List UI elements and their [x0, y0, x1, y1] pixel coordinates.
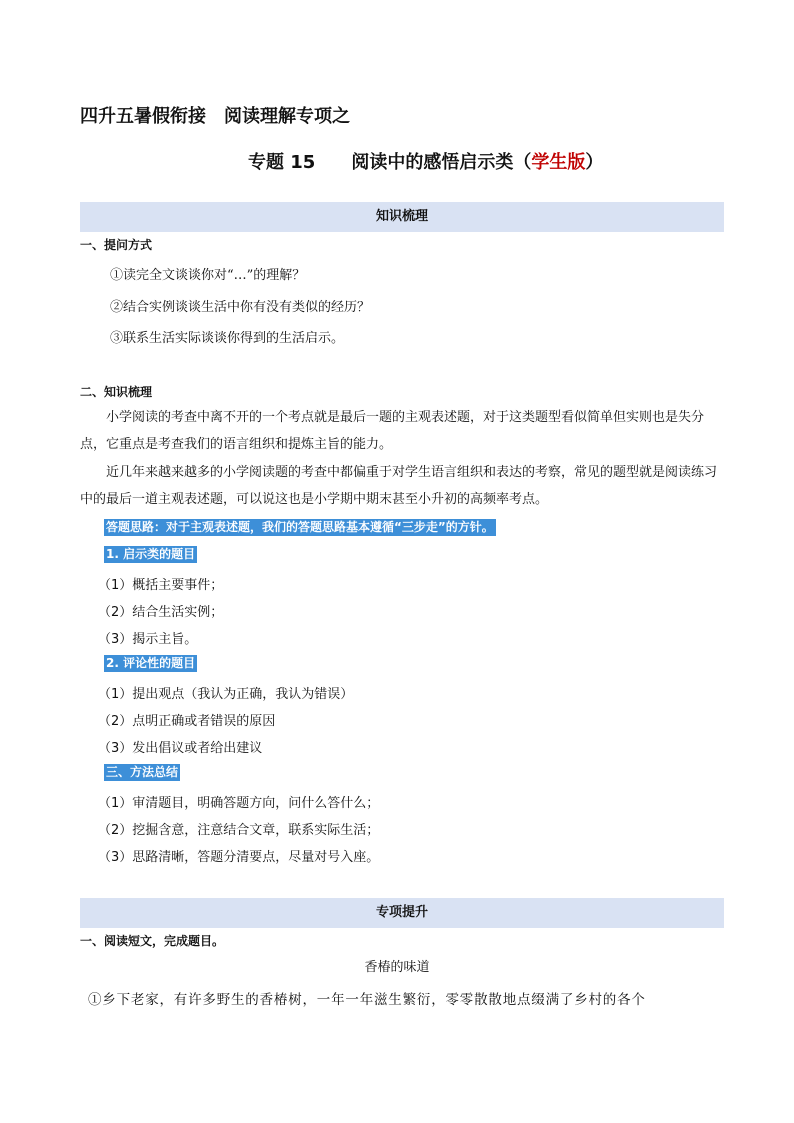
story-title: 香椿的味道: [364, 960, 430, 975]
question-item: ③联系生活实际谈谈你得到的生活启示。: [110, 331, 345, 346]
list-item: （3）发出倡议或者给出建议: [98, 741, 263, 756]
section-heading-questions: 一、提问方式: [80, 238, 153, 252]
type2-heading-highlight: 2. 评论性的题目: [106, 656, 196, 670]
topic-title-main: 专题 15 阅读中的感悟启示类（: [248, 152, 532, 173]
topic-title: [248, 148, 603, 174]
section-heading-reading: 一、阅读短文，完成题目。: [80, 934, 225, 948]
type1-heading-highlight: 1. 启示类的题目: [106, 547, 196, 561]
list-item: （3）揭示主旨。: [98, 632, 198, 647]
method-heading-highlight: 三、方法总结: [106, 765, 179, 779]
question-item: ②结合实例谈谈生活中你有没有类似的经历？: [110, 300, 371, 315]
story-paragraph: ①乡下老家，有许多野生的香椿树，一年一年滋生繁衍，零零散散地点缀满了乡村的各个: [88, 992, 646, 1008]
version-label: 学生版: [531, 152, 586, 173]
knowledge-band: 知识梳理: [80, 202, 724, 232]
list-item: （1）概括主要事件；: [98, 578, 224, 593]
list-item: （1）提出观点（我认为正确，我认为错误）: [98, 687, 354, 702]
practice-band: 专项提升: [80, 898, 724, 928]
answer-tip-highlight: 答题思路：对于主观表述题，我们的答题思路基本遵循“三步走”的方针。: [106, 520, 494, 534]
list-item: （2）挖掘含意，注意结合文章，联系实际生活；: [98, 823, 380, 838]
list-item: （2）结合生活实例；: [98, 605, 224, 620]
knowledge-paragraph: 近几年来越来越多的小学阅读题的考查中都偏重于对学生语言组织和表达的考察，常见的题型就是阅读练习中的最后一道主观表述题，可以说这也是小学期中期末甚至小升初的高频率考点。: [80, 465, 718, 507]
list-item: （1）审清题目，明确答题方向，问什么答什么；: [98, 796, 380, 811]
question-item: ①读完全文谈谈你对“…”的理解？: [110, 268, 306, 283]
knowledge-paragraph: 小学阅读的考查中离不开的一个考点就是最后一题的主观表述题，对于这类题型看似简单但实则也是失分点，它重点是考查我们的语言组织和提炼主旨的能力。: [80, 410, 705, 452]
topic-title-end: ）: [585, 152, 604, 173]
document-title: 四升五暑假衔接 阅读理解专项之: [80, 106, 350, 127]
section-heading-knowledge: 二、知识梳理: [80, 385, 153, 399]
list-item: （3）思路清晰，答题分清要点，尽量对号入座。: [98, 850, 380, 865]
list-item: （2）点明正确或者错误的原因: [98, 714, 276, 729]
